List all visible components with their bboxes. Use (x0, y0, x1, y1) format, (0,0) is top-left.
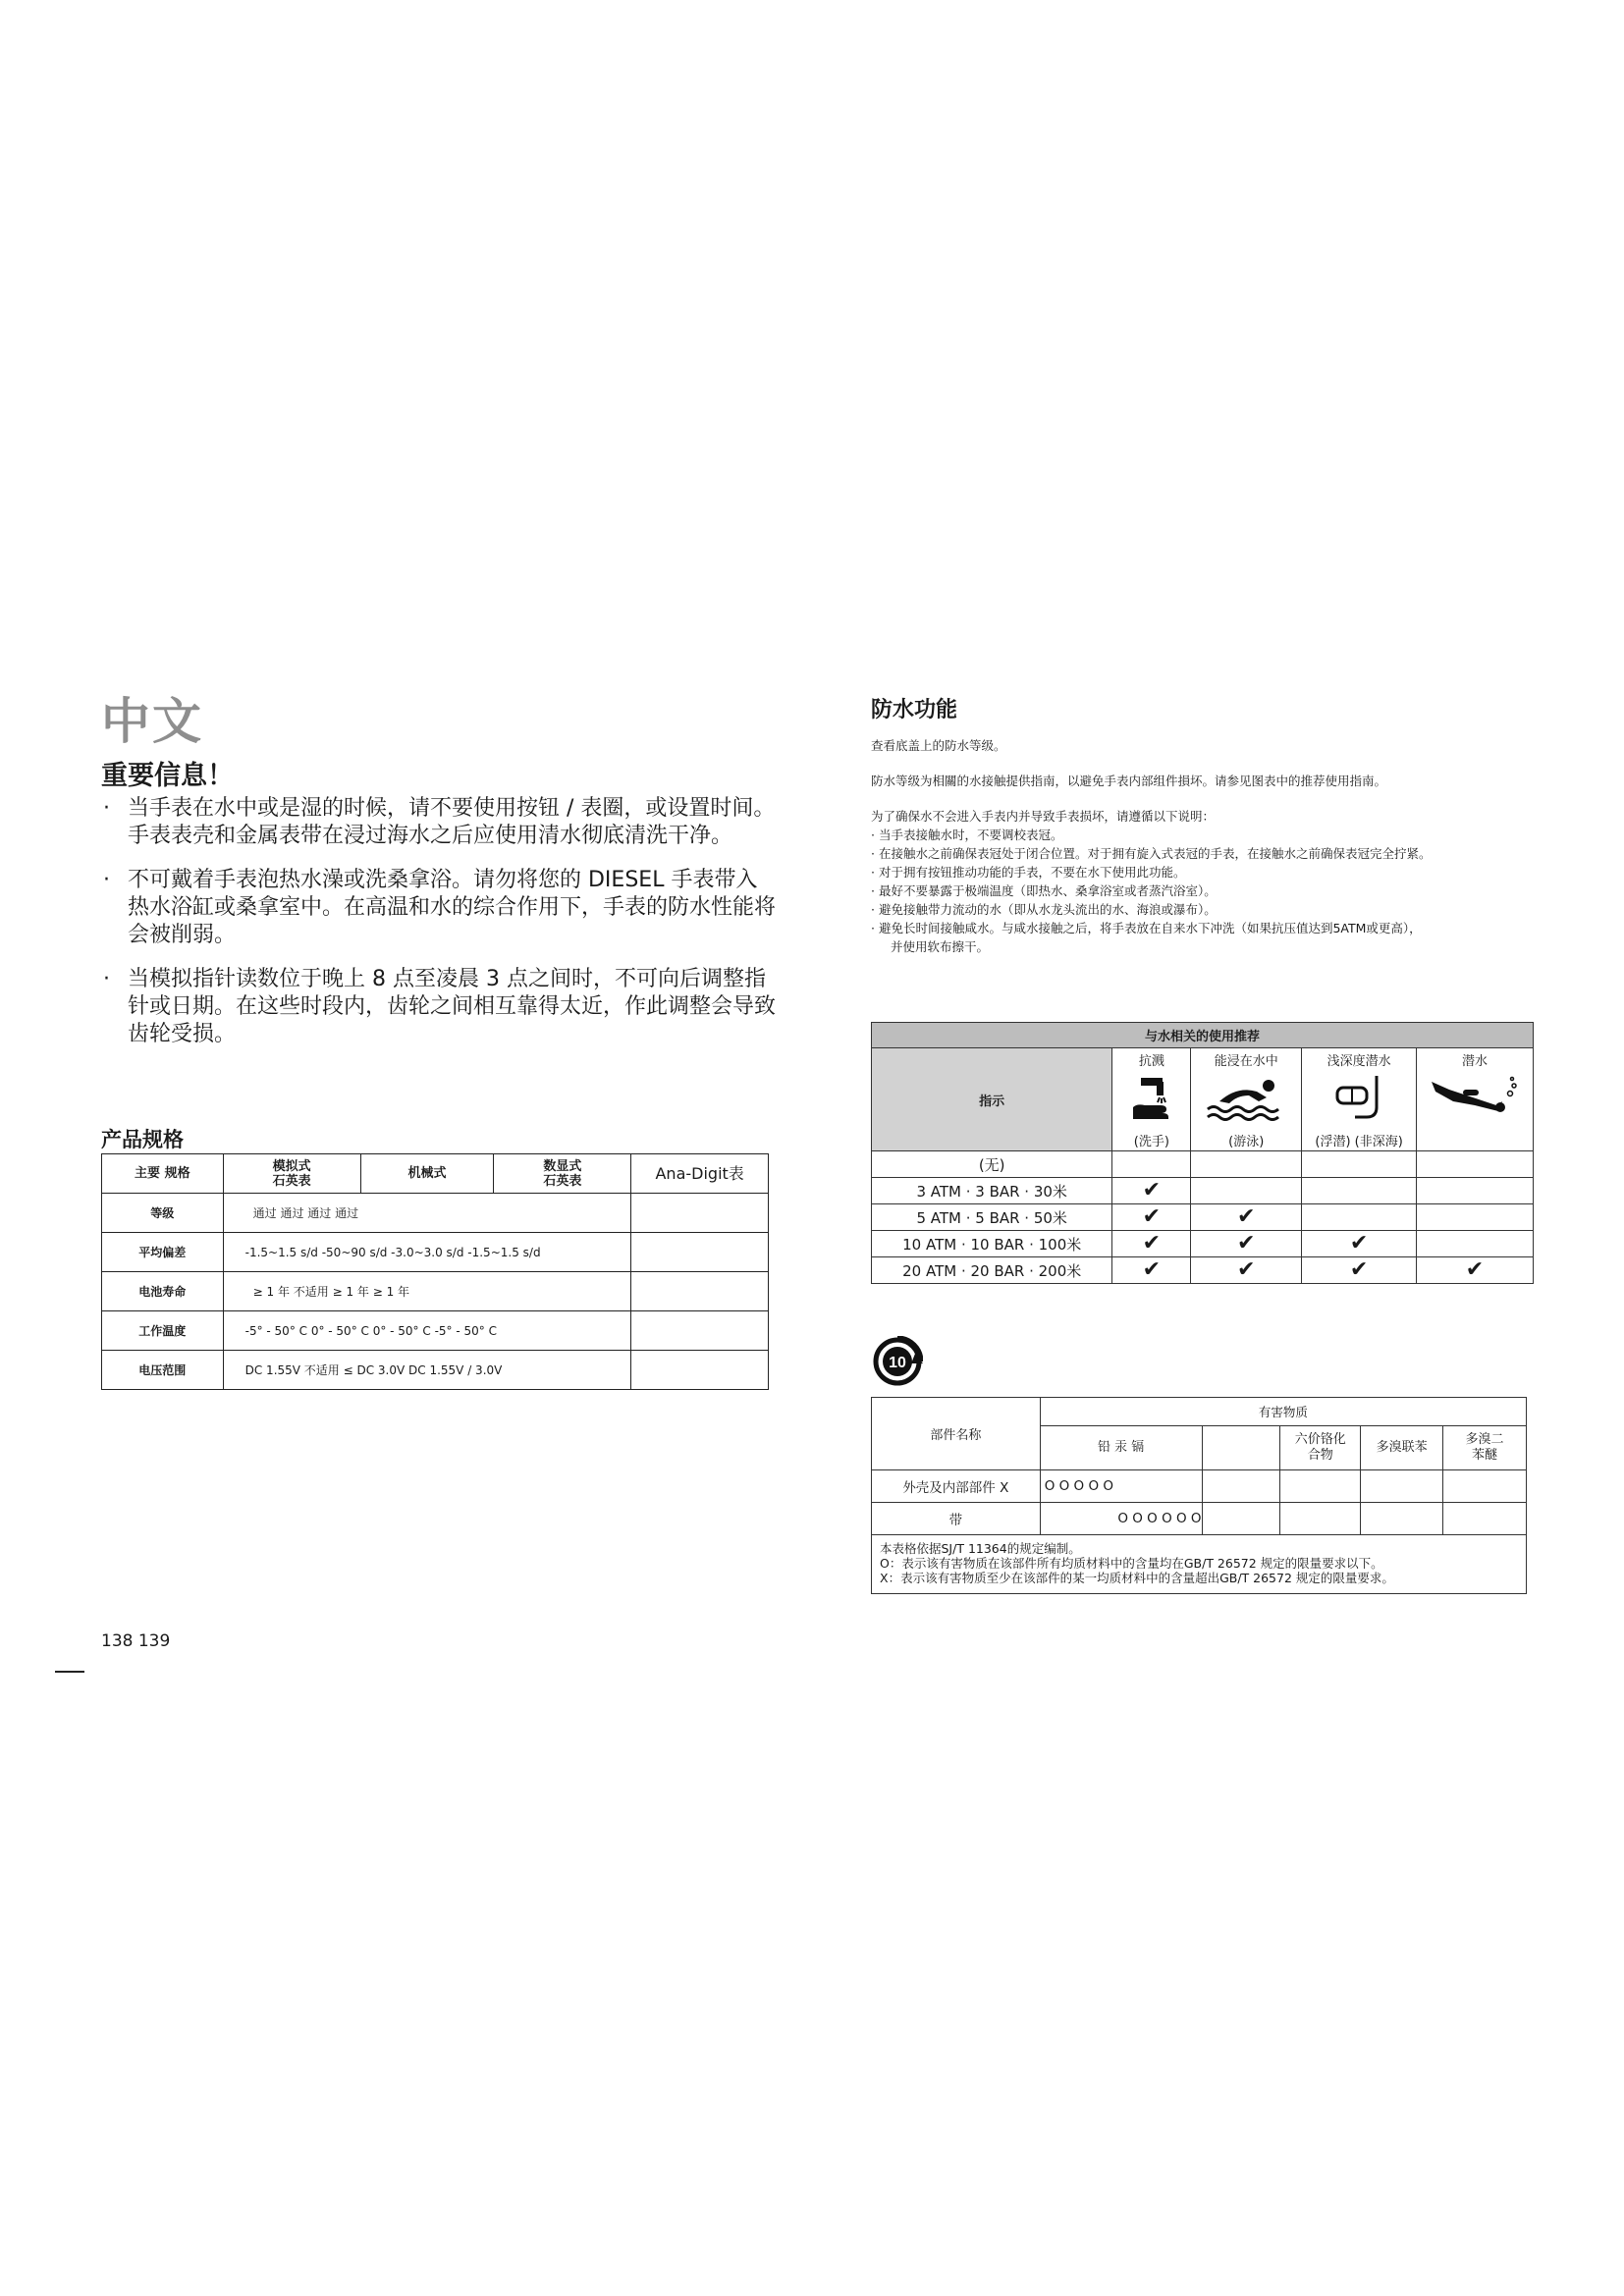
column-subtitle: (浮潜) (非深海) (1315, 1135, 1403, 1149)
row-label: 20 ATM · 20 BAR · 200米 (872, 1257, 1112, 1284)
column-snorkel (1302, 1048, 1417, 1151)
part-name-header: 部件名称 (872, 1398, 1041, 1470)
bullet-text: 当手表在水中或是湿的时候，请不要使用按钮 / 表圈，或设置时间。 (128, 796, 776, 821)
rule-item: · 最好不要暴露于极端温度（即热水、桑拿浴室或者蒸汽浴室）。 (871, 883, 1217, 898)
list-item (101, 966, 779, 1048)
substance-value (1361, 1503, 1443, 1535)
important-info-list (101, 795, 779, 1065)
check-mark-icon: ✔ (1237, 1204, 1256, 1229)
substance-header (1443, 1426, 1527, 1470)
substance-value (1280, 1503, 1361, 1535)
spec-heading: 产品规格 (101, 1128, 184, 1151)
table-row (102, 1233, 769, 1272)
row-values: 通过 通过 通过 通过 (223, 1194, 631, 1233)
header-cell (494, 1154, 631, 1194)
check-mark-icon: ✔ (1349, 1231, 1369, 1255)
page-marker-dash (55, 1671, 84, 1673)
check-mark-icon: ✔ (1142, 1257, 1162, 1282)
check-cell (1302, 1204, 1417, 1231)
check-cell (1112, 1231, 1191, 1257)
bullet-text: 手表表壳和金属表带在浸过海水之后应使用清水彻底清洗干净。 (128, 824, 733, 848)
water-usage-table (871, 1022, 1534, 1284)
bullet-dot: · (103, 796, 110, 821)
page-numbers: 138 139 (101, 1631, 171, 1651)
scuba-diver-icon (1428, 1072, 1522, 1123)
header-cell: 主要 规格 (102, 1154, 224, 1194)
check-cell (1417, 1178, 1534, 1204)
table-row (872, 1503, 1527, 1535)
row-label: 3 ATM · 3 BAR · 30米 (872, 1178, 1112, 1204)
table-row (872, 1470, 1527, 1503)
check-cell (1417, 1204, 1534, 1231)
substance-header (1280, 1426, 1361, 1470)
rule-item: · 对于拥有按钮推动功能的手表，不要在水下使用此功能。 (871, 865, 1186, 880)
empty-cell (631, 1311, 769, 1351)
check-mark-icon: ✔ (1142, 1204, 1162, 1229)
check-cell (1191, 1204, 1302, 1231)
rules-title: 为了确保水不会进入手表内并导致手表损坏，请遵循以下说明： (871, 809, 1216, 824)
substance-value (1202, 1470, 1280, 1503)
check-mark-icon: ✔ (1465, 1257, 1485, 1282)
row-values: -5° - 50° C 0° - 50° C 0° - 50° C -5° - 50° C (223, 1311, 631, 1351)
header-text: 模拟式 (272, 1158, 311, 1174)
substance-value (1361, 1470, 1443, 1503)
empty-cell (631, 1351, 769, 1390)
check-cell (1191, 1151, 1302, 1178)
bullet-dot: · (103, 868, 110, 892)
header-text: 数显式 (543, 1158, 582, 1174)
rule-item: · 当手表接触水时，不要调校表冠。 (871, 828, 1063, 842)
eco-logo-number: 10 (889, 1355, 906, 1371)
substance-text: 多溴二 (1465, 1432, 1504, 1447)
column-title: 潜水 (1462, 1054, 1489, 1069)
check-cell (1417, 1257, 1534, 1284)
bullet-text: 不可戴着手表泡热水澡或洗桑拿浴。请勿将您的 DIESEL 手表带入热水浴缸或桑拿室中。在高温和水的综合作用下，手表的防水性能将会被削弱。 (128, 868, 777, 947)
row-label: (无) (872, 1151, 1112, 1178)
check-cell (1302, 1231, 1417, 1257)
check-cell (1191, 1257, 1302, 1284)
check-cell (1112, 1151, 1191, 1178)
rule-item: · 避免接触带力流动的水（即从水龙头流出的水、海浪或瀑布）。 (871, 902, 1217, 917)
substance-header: 铅 汞 镉 (1040, 1426, 1202, 1470)
check-cell (1191, 1231, 1302, 1257)
bullet-text: 当模拟指针读数位于晚上 8 点至凌晨 3 点之间时，不可向后调整指针或日期。在这些时段内，齿轮之间相互靠得太近，作此调整会导致齿轮受损。 (128, 967, 777, 1046)
check-cell (1302, 1151, 1417, 1178)
row-label: 电压范围 (102, 1351, 224, 1390)
intro-line: 防水等级为相關的水接触提供指南，以避免手表内部组件損坏。请参见图表中的推荐使用指南。 (871, 774, 1387, 788)
column-subtitle: (洗手) (1133, 1135, 1169, 1149)
table-row (872, 1231, 1534, 1257)
water-resistance-heading: 防水功能 (871, 698, 958, 722)
row-label: 电池寿命 (102, 1272, 224, 1311)
check-mark-icon: ✔ (1237, 1231, 1256, 1255)
table-row (872, 1178, 1534, 1204)
eco-use-period-logo (872, 1336, 923, 1387)
substance-header: 多溴联苯 (1361, 1426, 1443, 1470)
substance-text: 合物 (1307, 1448, 1333, 1463)
rule-item: · 避免长时间接触咸水。与咸水接触之后，将手表放在自来水下冲洗（如果抗压值达到5ATM或更高）， (871, 921, 1422, 935)
empty-cell (631, 1194, 769, 1233)
header-text: 石英表 (272, 1173, 311, 1189)
table-title: 与水相关的使用推荐 (872, 1023, 1534, 1048)
row-values: DC 1.55V 不适用 ≤ DC 3.0V DC 1.55V / 3.0V (223, 1351, 631, 1390)
water-resistance-text (871, 736, 1578, 956)
check-cell (1302, 1257, 1417, 1284)
hazardous-substances-table (871, 1397, 1527, 1594)
check-mark-icon: ✔ (1349, 1257, 1369, 1282)
rule-item-continued: 并使用软布擦干。 (891, 939, 990, 954)
column-title: 抗溅 (1138, 1054, 1164, 1069)
table-row (872, 1204, 1534, 1231)
check-mark-icon: ✔ (1142, 1178, 1162, 1202)
faucet-hand-icon (1127, 1072, 1176, 1123)
column-subtitle: (游泳) (1228, 1135, 1265, 1149)
column-swim (1191, 1048, 1302, 1151)
important-info-heading: 重要信息！ (101, 761, 234, 791)
column-dive (1417, 1048, 1534, 1151)
column-title: 能浸在水中 (1214, 1054, 1278, 1069)
check-mark-icon: ✔ (1142, 1231, 1162, 1255)
hazard-notes (872, 1535, 1527, 1594)
row-label: 平均偏差 (102, 1233, 224, 1272)
note-line: X：表示该有害物质至少在该部件的某一均质材料中的含量超出GB/T 26572 规定的限量要求。 (880, 1571, 1394, 1585)
substance-value (1443, 1470, 1527, 1503)
row-label: 等级 (102, 1194, 224, 1233)
column-splash (1112, 1048, 1191, 1151)
note-line: O：表示该有害物质在该部件所有均质材料中的含量均在GB/T 26572 规定的限量要求以下。 (880, 1556, 1383, 1571)
substance-value (1280, 1470, 1361, 1503)
list-item (101, 795, 779, 850)
table-row (102, 1194, 769, 1233)
row-values: -1.5~1.5 s/d -50~90 s/d -3.0~3.0 s/d -1.5~1.5 s/d (223, 1233, 631, 1272)
substance-text: 六价铬化 (1294, 1432, 1346, 1447)
intro-line: 查看底盖上的防水等级。 (871, 738, 1006, 753)
substance-values: O O O O O O (1040, 1503, 1202, 1535)
substance-value (1202, 1503, 1280, 1535)
check-mark-icon: ✔ (1237, 1257, 1256, 1282)
bullet-dot: · (103, 967, 110, 991)
empty-cell (631, 1233, 769, 1272)
substance-values: O O O O O (1040, 1470, 1202, 1503)
language-title: 中文 (101, 693, 203, 750)
check-cell (1417, 1151, 1534, 1178)
swimmer-icon (1202, 1072, 1290, 1123)
row-values: ≥ 1 年 不适用 ≥ 1 年 ≥ 1 年 (223, 1272, 631, 1311)
header-text: 石英表 (543, 1173, 582, 1189)
hazard-super-header: 有害物质 (1040, 1398, 1526, 1426)
check-cell (1112, 1178, 1191, 1204)
header-cell: 机械式 (360, 1154, 494, 1194)
empty-cell (631, 1272, 769, 1311)
substance-value (1443, 1503, 1527, 1535)
part-name: 带 (872, 1503, 1041, 1535)
table-header-row (102, 1154, 769, 1194)
check-cell (1112, 1257, 1191, 1284)
table-row (872, 1257, 1534, 1284)
table-row (872, 1151, 1534, 1178)
check-cell (1191, 1178, 1302, 1204)
column-title: 浅深度潜水 (1326, 1054, 1391, 1069)
table-row (102, 1272, 769, 1311)
row-label: 10 ATM · 10 BAR · 100米 (872, 1231, 1112, 1257)
header-cell: Ana-Digit表 (631, 1154, 769, 1194)
snorkel-mask-icon (1329, 1072, 1388, 1123)
substance-text: 苯醚 (1472, 1448, 1498, 1463)
spec-table (101, 1153, 769, 1390)
row-label: 工作温度 (102, 1311, 224, 1351)
row-label: 5 ATM · 5 BAR · 50米 (872, 1204, 1112, 1231)
table-row (102, 1351, 769, 1390)
check-cell (1302, 1178, 1417, 1204)
table-row (102, 1311, 769, 1351)
indicator-label: 指示 (872, 1048, 1112, 1151)
check-cell (1417, 1231, 1534, 1257)
rule-item: · 在接触水之前确保表冠处于闭合位置。对于拥有旋入式表冠的手表，在接触水之前确保表冠完全拧紧。 (871, 846, 1432, 861)
list-item (101, 867, 779, 949)
part-name: 外壳及内部部件 X (872, 1470, 1041, 1503)
header-cell (223, 1154, 360, 1194)
note-line: 本表格依据SJ/T 11364的规定编制。 (880, 1541, 1081, 1556)
substance-header (1202, 1426, 1280, 1470)
check-cell (1112, 1204, 1191, 1231)
